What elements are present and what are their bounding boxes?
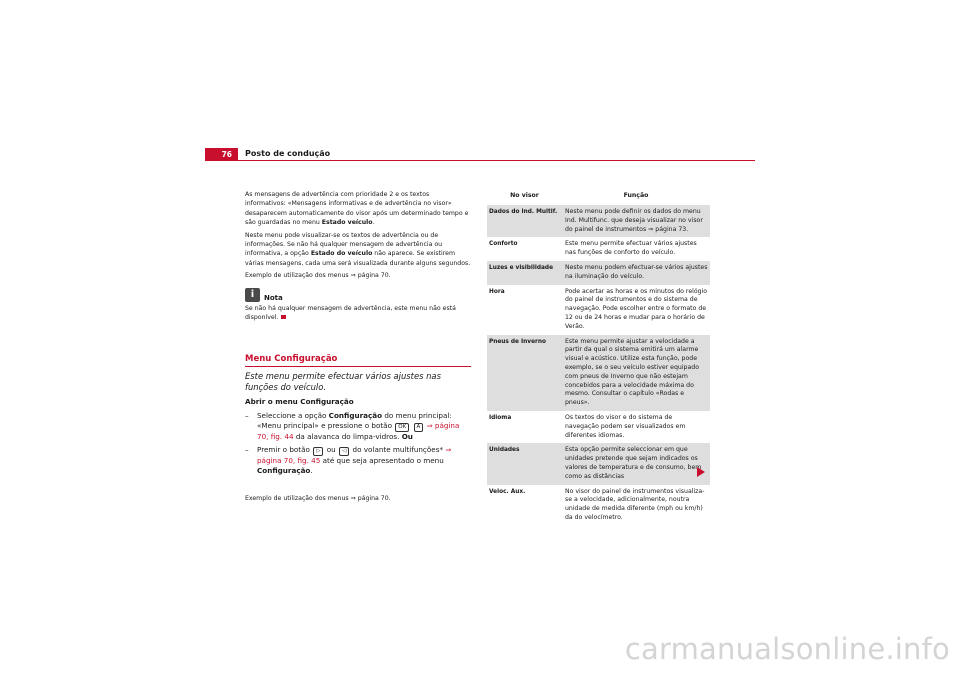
subheading: Abrir o menu Configuração	[245, 397, 354, 407]
settings-table	[487, 192, 710, 526]
paragraph-3: Exemplo de utilização dos menus ⇒ página 70.	[245, 272, 391, 280]
prev-key-icon: ◁	[339, 447, 349, 456]
row-key: Pneus de Inverno	[489, 338, 546, 345]
column-header-visor: No visor	[510, 192, 539, 199]
row-key: Hora	[489, 288, 505, 295]
row-key: Conforto	[489, 241, 518, 248]
table-header	[487, 192, 710, 205]
row-value: Os textos do visor e do sistema de navegação podem ser visualizados em diferentes idiomas.	[565, 413, 686, 439]
row-value: Neste menu podem efectuar-se vários ajustes na iluminação do veículo.	[565, 263, 708, 280]
section-body	[245, 397, 471, 503]
note-title: Nota	[264, 293, 283, 302]
note-header	[245, 287, 471, 302]
bold-term: Estado do veículo	[310, 250, 373, 258]
header-rule	[205, 160, 755, 161]
a-key-icon: A	[414, 423, 424, 432]
row-value: Este menu permite ajustar a velocidade a partir da qual o sistema emitirá um alarme visual e acústico. Utilize esta função, pode exemplo, se o seu veículo estiver equipado com pneus de Inverno que não estejam concebidos para a velocidade máxima do mesmo. Consultar o capítulo «Rodas e pneus».	[565, 337, 699, 407]
row-key: Luzes e visibilidade	[489, 264, 554, 271]
paragraph-2: Neste menu pode visualizar-se os textos de advertência ou de informações. Se não há qualquer mensagem de advertência ou informativa, a opção Estado do veículo não aparece. Se existirem várias mensagens, cada uma será visualizada durante alguns segundos.	[245, 231, 471, 267]
row-key: Unidades	[489, 447, 520, 454]
continue-arrow-icon	[697, 467, 705, 477]
note-box	[245, 287, 471, 323]
table-row	[487, 443, 710, 484]
section-title: Menu Configuração	[245, 354, 471, 367]
row-value: Esta opção permite seleccionar em que unidades pretende que sejam indicados os valores de temperatura e de consumo, bem como as distâncias	[565, 446, 702, 480]
watermark: carmanualsonline.info	[624, 632, 950, 666]
next-key-icon: ▷	[313, 447, 323, 456]
page-number: 76	[205, 148, 238, 161]
row-key: Dados do Ind. Multif.	[489, 209, 558, 215]
table-row	[487, 335, 710, 411]
section-lead: Este menu permite efectuar vários ajustes nas funções do veículo.	[245, 371, 441, 393]
end-marker-icon	[281, 315, 286, 320]
row-value: Neste menu pode definir os dados do menu Ind. Multifunc. que deseja visualizar no visor do painel de instrumentos ⇒ página 73.	[565, 208, 703, 233]
menu-configuracao-section	[245, 354, 471, 503]
row-value: Este menu permite efectuar vários ajustes nas funções de conforto do veículo.	[565, 240, 697, 257]
row-value: No visor do painel de instrumentos visualiza-se a velocidade, adicionalmente, noutra unidade de medida diferente (mph ou km/h) da do velocímetro.	[565, 487, 705, 521]
row-key: Veloc. Aux.	[489, 488, 526, 495]
column-header-funcao: Função	[623, 192, 649, 199]
running-head: Posto de condução	[245, 149, 331, 158]
note-text: Se não há qualquer mensagem de advertência, este menu não está disponível.	[245, 304, 456, 322]
table-row	[487, 411, 710, 443]
table-row	[487, 285, 710, 335]
table-row	[487, 205, 710, 237]
page-header	[205, 148, 755, 162]
paragraph-1: As mensagens de advertência com prioridade 2 e os textos informativos: «Mensagens informativas e de advertência no visor» desaparecem automaticamente do visor após um determinado tempo e são guardadas no menu Estado veículo.	[245, 191, 469, 227]
table-row	[487, 485, 710, 526]
usage-reference: Exemplo de utilização dos menus ⇒ página 70.	[245, 495, 391, 503]
page-reference-link[interactable]: ⇒ página 70, fig. 45	[257, 445, 452, 466]
row-value: Pode acertar as horas e os minutos do relógio do painel de instrumentos e do sistema de navegação. Pode escolher entre o formato de 12 ou de 24 horas e mudar para o horário de Verão.	[565, 287, 708, 330]
step-2: – Premir o botão ▷ ou ◁ do volante multifunções* ⇒ página 70, fig. 45 até que seja apresentado o menu Configuração.	[245, 445, 452, 476]
left-column	[245, 190, 471, 506]
bold-term: Estado veículo	[321, 219, 373, 227]
table-row	[487, 237, 710, 261]
page-reference-link[interactable]: ⇒ página 70, fig. 44	[257, 420, 460, 441]
ok-key-icon: OK	[395, 423, 409, 432]
info-icon: i	[245, 288, 260, 302]
row-key: Idioma	[489, 414, 512, 421]
step-1: – Seleccione a opção Configuração do menu principal: «Menu principal» e pressione o botão OK A ⇒ página 70, fig. 44 da alavanca do limpa-vidros. Ou	[245, 410, 460, 441]
table-row	[487, 261, 710, 285]
